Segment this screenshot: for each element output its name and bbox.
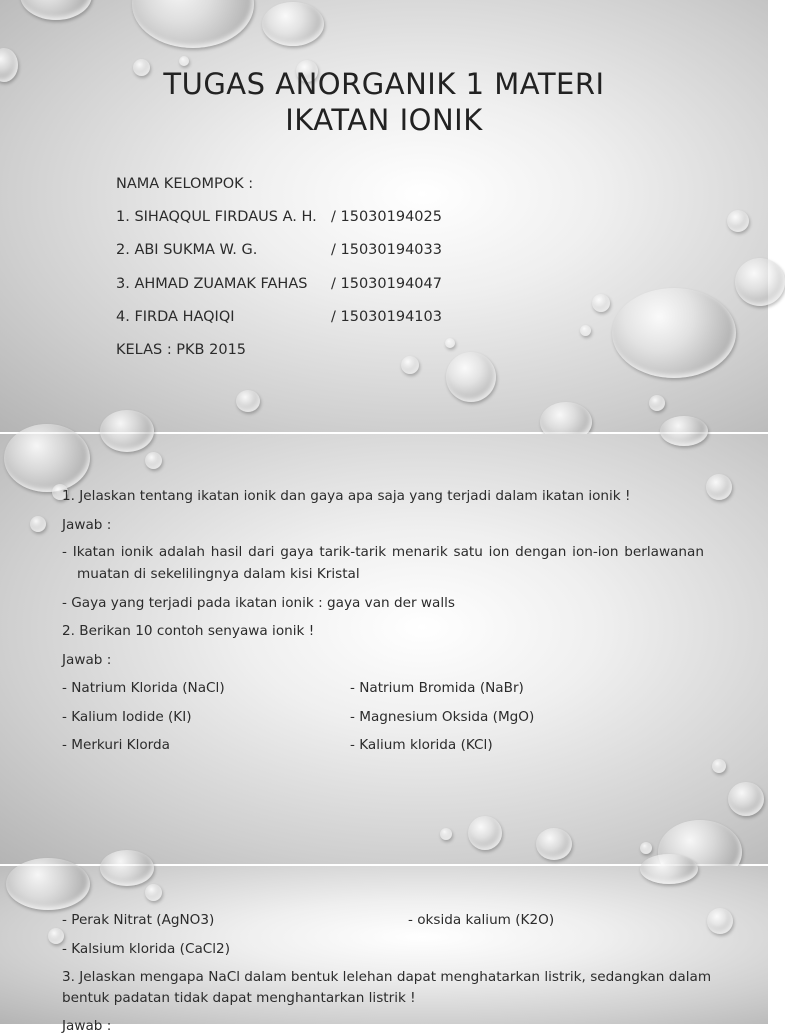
water-drop-decoration: [727, 210, 749, 232]
water-drop-decoration: [592, 294, 610, 312]
slide-title: [0, 0, 768, 432]
water-drop-decoration: [6, 858, 90, 910]
water-drop-decoration: [262, 2, 324, 46]
question-3-line-2: bentuk padatan tidak dapat menghantarkan listrik !: [62, 990, 416, 1006]
list-item: - oksida kalium (K2O): [408, 912, 555, 928]
water-drop-decoration: [100, 410, 154, 452]
list-item: - Kalsium klorida (CaCl2): [62, 941, 231, 957]
list-item: - Magnesium Oksida (MgO): [350, 709, 535, 725]
list-item: - Perak Nitrat (AgNO3): [62, 912, 215, 928]
water-drop-decoration: [100, 850, 154, 886]
answer-1-line-1: - Ikatan ionik adalah hasil dari gaya tarik-tarik menarik satu ion dengan ion-ion berlawanan: [62, 544, 704, 560]
member-id: / 15030194047: [331, 276, 442, 292]
water-drop-decoration: [468, 816, 502, 850]
answer-label: Jawab :: [62, 517, 112, 533]
water-drop-decoration: [536, 828, 572, 860]
question-2: 2. Berikan 10 contoh senyawa ionik !: [62, 623, 315, 639]
water-drop-decoration: [580, 325, 591, 336]
water-drop-decoration: [145, 884, 162, 901]
slide-questions-2: [0, 866, 768, 1034]
member-name: 3. AHMAD ZUAMAK FAHAS: [116, 276, 308, 292]
water-drop-decoration: [179, 56, 189, 66]
answer-2: - Gaya yang terjadi pada ikatan ionik : gaya van der walls: [62, 595, 455, 611]
water-drop-decoration: [612, 288, 736, 378]
water-drop-decoration: [30, 516, 46, 532]
water-drop-decoration: [640, 842, 652, 854]
water-drop-decoration: [445, 338, 455, 348]
water-drop-decoration: [712, 759, 726, 773]
water-drop-decoration: [401, 356, 419, 374]
member-id: / 15030194103: [331, 309, 442, 325]
question-1: 1. Jelaskan tentang ikatan ionik dan gaya apa saja yang terjadi dalam ikatan ionik !: [62, 488, 631, 504]
list-item: - Natrium Bromida (NaBr): [350, 680, 524, 696]
slide-title-line-2: IKATAN IONIK: [285, 103, 483, 137]
member-name: 2. ABI SUKMA W. G.: [116, 242, 258, 258]
class-label: KELAS : PKB 2015: [116, 342, 247, 358]
water-drop-decoration: [707, 908, 733, 934]
water-drop-decoration: [440, 828, 452, 840]
water-drop-decoration: [236, 390, 260, 412]
answer-label: Jawab :: [62, 652, 112, 668]
water-drop-decoration: [145, 452, 162, 469]
list-item: - Merkuri Klorda: [62, 737, 170, 753]
water-drop-decoration: [649, 395, 665, 411]
question-3-line-1: 3. Jelaskan mengapa NaCl dalam bentuk lelehan dapat menghatarkan listrik, sedangkan dalam: [62, 969, 712, 985]
answer-label: Jawab :: [62, 1018, 112, 1034]
water-drop-decoration: [4, 424, 90, 492]
slide-title-line-1: TUGAS ANORGANIK 1 MATERI: [163, 67, 605, 101]
water-drop-decoration: [640, 854, 698, 884]
list-item: - Kalium klorida (KCl): [350, 737, 493, 753]
water-drop-decoration: [446, 352, 496, 402]
member-id: / 15030194033: [331, 242, 442, 258]
slide-questions-1: [0, 434, 768, 864]
group-label: NAMA KELOMPOK :: [116, 176, 254, 192]
member-name: 1. SIHAQQUL FIRDAUS A. H.: [116, 209, 317, 225]
list-item: - Kalium Iodide (KI): [62, 709, 192, 725]
water-drop-decoration: [132, 0, 254, 48]
answer-1-line-2: muatan di sekelilingnya dalam kisi Kristal: [77, 566, 360, 582]
water-drop-decoration: [660, 416, 708, 446]
member-id: / 15030194025: [331, 209, 442, 225]
water-drop-decoration: [706, 474, 732, 500]
water-drop-decoration: [20, 0, 92, 20]
list-item: - Natrium Klorida (NaCl): [62, 680, 225, 696]
water-drop-decoration: [735, 258, 785, 306]
member-name: 4. FIRDA HAQIQI: [116, 309, 235, 325]
water-drop-decoration: [728, 782, 764, 816]
